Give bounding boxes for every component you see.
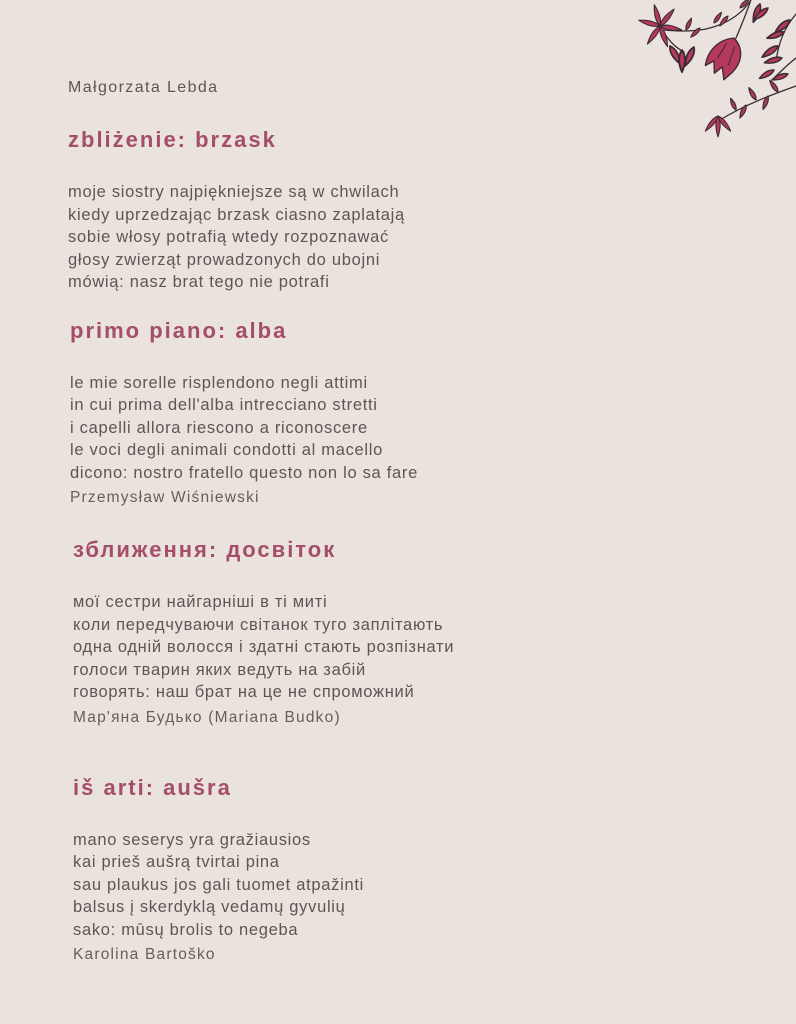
translator-name: Karolina Bartoško [73,946,216,963]
floral-corner-decoration [606,0,796,155]
poem-line: mano seserys yra gražiausios [73,830,311,849]
poem-line: głosy zwierząt prowadzonych do ubojni [68,250,381,269]
poem-line: говорять: наш брат на це не спроможний [73,683,415,701]
poem-line: sau plaukus jos gali tuomet atpažinti [73,875,364,894]
poem-line: kiedy uprzedzając brzask ciasno zaplatają [68,205,405,224]
section-lithuanian [68,775,628,965]
title-lithuanian: iš arti: aušra [73,774,232,800]
bell-flower [702,32,747,83]
title-polish: zbliżenie: brzask [68,127,277,152]
poem-line: sobie włosy potrafią wtedy rozpoznawać [68,228,389,246]
section-polish [68,127,628,294]
author-name: Małgorzata Lebda [68,79,219,96]
poem-line: одна одній волосся і здатні стають розпізнати [73,638,455,656]
poem-line: sako: mūsų brolis to negeba [73,920,299,939]
poem-line: le mie sorelle risplendono negli attimi [70,373,368,392]
translator-name: Przemysław Wiśniewski [70,489,260,506]
section-italian [68,318,628,508]
title-italian: primo piano: alba [70,317,288,343]
poem-italian [70,372,628,485]
poem-ukrainian [73,591,628,704]
title-ukrainian: зближення: досвіток [73,537,337,562]
translator-name: Мар'яна Будько (Mariana Budko) [73,708,341,726]
poem-line: мої сестри найгарніші в ті миті [73,593,328,611]
poem-line: коли передчуваючи світанок туго заплітають [73,615,444,634]
flower-stems [664,0,796,120]
poem-line: moje siostry najpiękniejsze są w chwilach [68,183,400,201]
poem-line: голоси тварин яких ведуть на забій [73,660,366,679]
section-ukrainian [68,537,628,727]
poem-line: i capelli allora riescono a riconoscere [70,418,368,437]
leaf-spray-right [751,3,792,82]
poem-line: dicono: nostro fratello questo non lo sa fare [70,463,418,482]
poem-line: in cui prima dell'alba intrecciano stretti [70,396,378,414]
lower-branch-buds [704,79,780,137]
star-flower [638,4,682,47]
poem-line: mówią: nasz brat tego nie potrafi [68,273,330,291]
poem-content [68,78,628,964]
poem-lithuanian [73,829,628,942]
poem-line: balsus į skerdyklą vedamų gyvulių [73,898,346,916]
poem-polish [68,181,628,294]
leaf-spray-main [684,0,750,38]
leaf-fan [668,45,697,73]
poem-line: le voci degli animali condotti al macello [70,441,384,459]
poem-line: kai prieš aušrą tvirtai pina [73,853,280,871]
